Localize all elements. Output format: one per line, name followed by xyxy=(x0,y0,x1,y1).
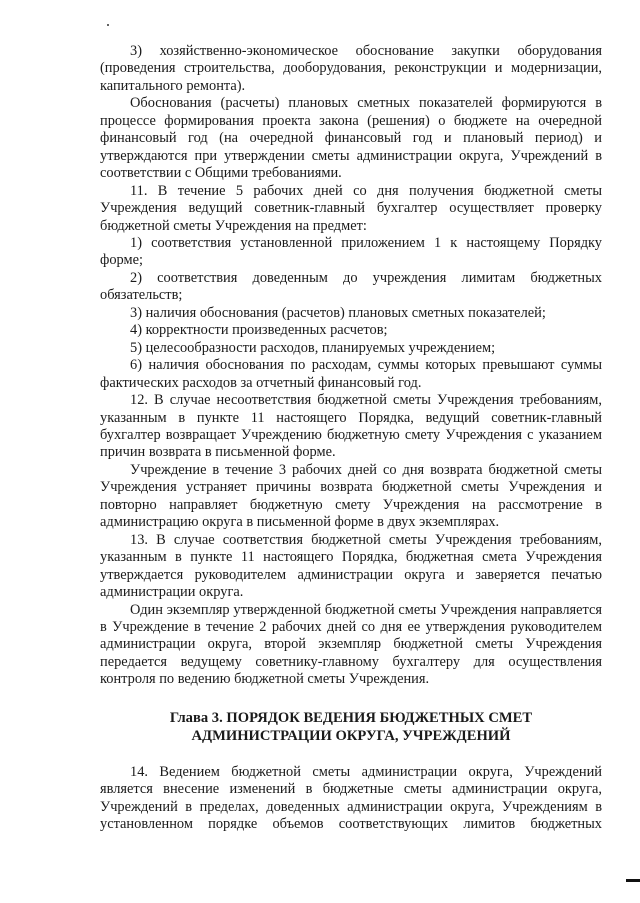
paragraph-clause-13: 13. В случае соответствия бюджетной сметы Учреждения требованиям, указанным в пункте 11 настоящего Порядка, бюджетная смета Учреждения утверждается руководителем администрации округа и заверяется печатью администрации округа. xyxy=(100,531,602,601)
list-item-3-justification: 3) наличия обоснования (расчетов) плановых сметных показателей; xyxy=(130,304,546,321)
paragraph-clause-11: 11. В течение 5 рабочих дней со дня получения бюджетной сметы Учреждения ведущий советник-главный бухгалтер осуществляет проверку бюджетной сметы Учреждения на предмет: xyxy=(100,182,602,234)
chapter-body xyxy=(100,764,602,834)
list-item-4-correctness: 4) корректности произведенных расчетов; xyxy=(130,322,388,339)
list-item-6-excess-justification: 6) наличия обоснования по расходам, суммы которых превышают суммы фактических расходов за отчетный финансовый год. xyxy=(100,357,602,391)
scan-edge-mark xyxy=(626,879,640,882)
paragraph-item-3-justification: 3) хозяйственно-экономическое обоснование закупки оборудования (проведения строительства, дооборудования, реконструкции и модернизации, капитального ремонта). xyxy=(100,43,602,94)
list-item-5-expediency: 5) целесообразности расходов, планируемых учреждением; xyxy=(130,339,496,356)
chapter-heading-line-2: АДМИНИСТРАЦИИ ОКРУГА, УЧРЕЖДЕНИЙ xyxy=(191,728,511,744)
paragraph-copy-distribution: Один экземпляр утвержденной бюджетной сметы Учреждения направляется в Учреждение в течение 2 рабочих дней со дня ее утверждения руководителем администрации округа, второй экземпляр бюджетной сметы Учреждения передается ведущему советнику-главному бухгалтеру для осуществления контроля по ведению бюджетной сметы Учреждения. xyxy=(100,601,602,688)
paragraph-calculations-formation: Обоснования (расчеты) плановых сметных показателей формируются в процессе формирования проекта закона (решения) о бюджете на очередной финансовый год (на очередной финансовый год и плановый период) и утверждаются при утверждении сметы администрации округа, Учреждений в соответствии с Общими требованиями. xyxy=(100,95,602,182)
paragraph-clause-14: 14. Ведением бюджетной сметы администрации округа, Учреждений является внесение изменений в бюджетные сметы администрации округа, Учреждений в пределах, доведенных администрации округа, Учреждениям в установленном порядке объемов соответствующих лимитов бюджетных xyxy=(100,764,602,833)
list-item-1-form-compliance: 1) соответствия установленной приложением 1 к настоящему Порядку форме; xyxy=(100,234,602,269)
paragraph-return-correction: Учреждение в течение 3 рабочих дней со дня возврата бюджетной сметы Учреждения устраняет причины возврата бюджетной сметы Учреждения и повторно направляет бюджетную смету Учреждения на рассмотрение в администрацию округа в письменной форме в двух экземплярах. xyxy=(100,461,602,531)
document-body xyxy=(100,43,602,689)
chapter-heading xyxy=(100,709,602,745)
scan-dot-mark xyxy=(107,24,109,26)
list-item-2-limits-compliance: 2) соответствия доведенным до учреждения лимитам бюджетных обязательств; xyxy=(100,269,602,304)
paragraph-clause-12: 12. В случае несоответствия бюджетной сметы Учреждения требованиям, указанным в пункте 11 настоящего Порядка, ведущий советник-главный бухгалтер возвращает Учреждению бюджетную смету Учреждения с указанием причин возврата в письменной форме. xyxy=(100,392,602,461)
chapter-heading-line-1: Глава 3. ПОРЯДОК ВЕДЕНИЯ БЮДЖЕТНЫХ СМЕТ xyxy=(169,710,533,726)
